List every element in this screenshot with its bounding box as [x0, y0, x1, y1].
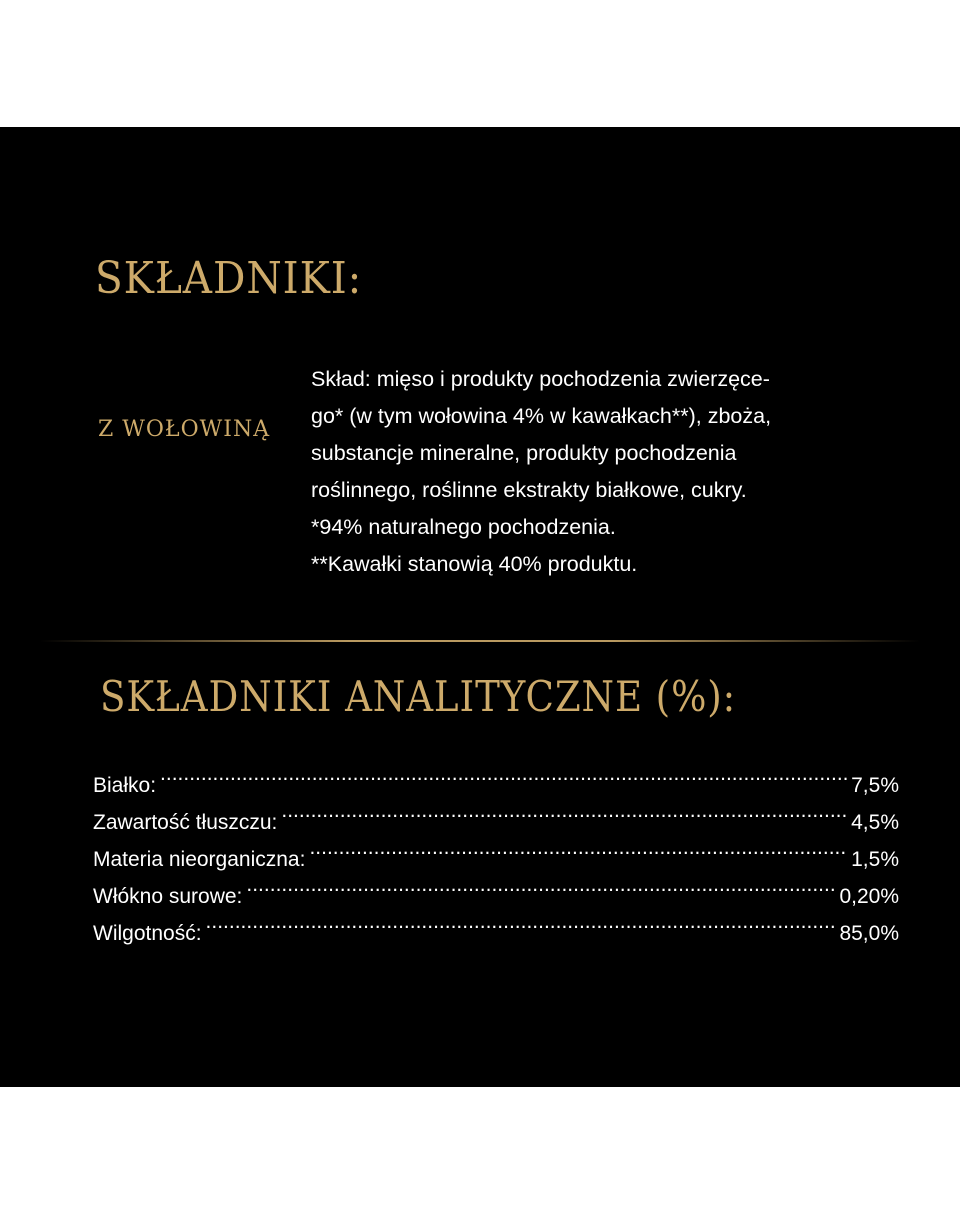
- analysis-value: 1,5%: [851, 848, 899, 871]
- analysis-value: 7,5%: [851, 774, 899, 797]
- analysis-value: 85,0%: [839, 922, 899, 945]
- analytical-heading: SKŁADNIKI ANALITYCZNE (%):: [100, 672, 737, 721]
- footnote-pieces: **Kawałki stanowią 40% produktu.: [311, 552, 638, 576]
- dot-leader: [309, 829, 847, 866]
- footnote-natural-origin: *94% naturalnego pochodzenia.: [311, 515, 616, 539]
- gold-divider: [40, 640, 920, 642]
- analysis-label: Wilgotność:: [93, 922, 202, 945]
- analysis-label: Białko:: [93, 774, 157, 797]
- variant-label: Z WOŁOWINĄ: [98, 417, 271, 442]
- analysis-row-protein: [93, 755, 899, 797]
- dot-leader: [206, 903, 836, 940]
- dot-leader: [160, 755, 847, 792]
- analysis-value: 4,5%: [851, 811, 899, 834]
- composition-line: go* (w tym wołowina 4% w kawałkach**), zboża,: [311, 404, 772, 428]
- ingredients-heading: SKŁADNIKI:: [95, 253, 363, 304]
- dot-leader: [281, 792, 847, 829]
- analysis-label: Materia nieorganiczna:: [93, 848, 306, 871]
- analytical-table: [93, 755, 899, 945]
- analysis-row-moisture: [93, 903, 899, 945]
- ingredients-panel: [0, 127, 960, 1087]
- dot-leader: [246, 866, 835, 903]
- composition-line: roślinnego, roślinne ekstrakty białkowe, cukry.: [311, 478, 747, 502]
- analysis-row-fat: [93, 792, 899, 834]
- analysis-value: 0,20%: [839, 885, 899, 908]
- composition-line: substancje mineralne, produkty pochodzenia: [311, 441, 737, 465]
- analysis-label: Zawartość tłuszczu:: [93, 811, 278, 834]
- analysis-label: Włókno surowe:: [93, 885, 243, 908]
- composition-text: [311, 361, 911, 583]
- composition-line: Skład: mięso i produkty pochodzenia zwierzęce-: [311, 367, 770, 391]
